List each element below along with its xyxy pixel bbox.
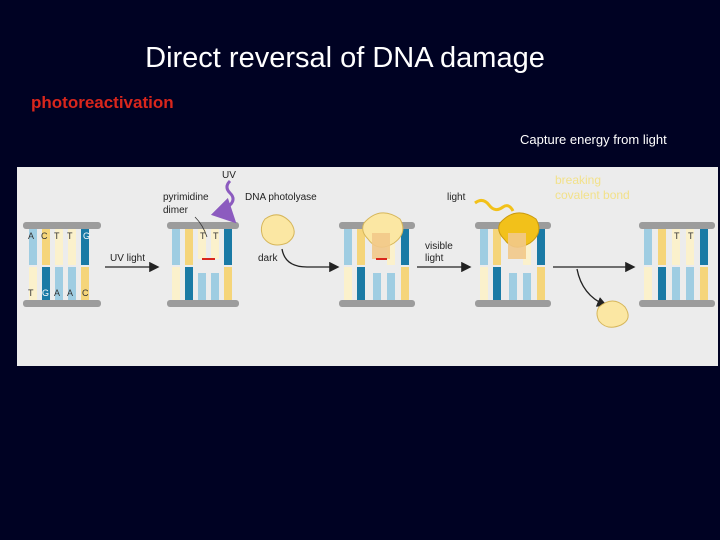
base-letter: T [28,288,34,298]
dark-label: dark [258,253,278,264]
backbone-top [23,222,101,229]
bond-breaking-line1: breaking [555,173,602,187]
bond-breaking-note [555,173,665,203]
base-letter: A [67,288,74,298]
dimer-base-letter: T [200,231,206,241]
base-letter: A [28,231,35,241]
repaired-base-letter: T [688,231,694,241]
base-letter: C [82,288,89,298]
slide-subtitle: photoreactivation [31,93,174,112]
pyrimidine-label: pyrimidine [163,192,209,203]
base-letter: C [41,231,48,241]
released-photolyase-icon [597,301,628,327]
bond-breaking-line2: covalent bond [555,188,630,202]
dna-stage-enzyme-bound [339,213,415,307]
enzyme-release-arrow [577,269,605,305]
light-ray-icon [475,200,513,211]
visible-label: visible [425,241,453,252]
base-letter: T [54,231,60,241]
backbone-bottom [23,300,101,307]
uv-ray-icon [227,181,233,217]
dna-photolyase-label: DNA photolyase [245,192,317,203]
dna-stage-light-absorbed [475,213,551,307]
base-letter: G [42,288,50,298]
uv-light-label: UV light [110,253,146,264]
visible-light-label: light [425,253,444,264]
base-letter: T [67,231,73,241]
dimer-base-letter: T [213,231,219,241]
slide-title: Direct reversal of DNA damage [145,42,545,74]
dark-arrow [282,249,337,267]
base-letter: G [83,231,91,241]
uv-label: UV [222,170,236,181]
light-label: light [447,192,466,203]
dna-stage-dimer [167,222,239,307]
dna-stage-repaired [639,222,715,307]
photolyase-enzyme-icon [261,215,294,245]
dna-stage-original [23,222,101,307]
dimer-label: dimer [163,205,189,216]
repaired-base-letter: T [674,231,680,241]
energy-note: Capture energy from light [520,132,667,147]
base-letter: A [54,288,61,298]
